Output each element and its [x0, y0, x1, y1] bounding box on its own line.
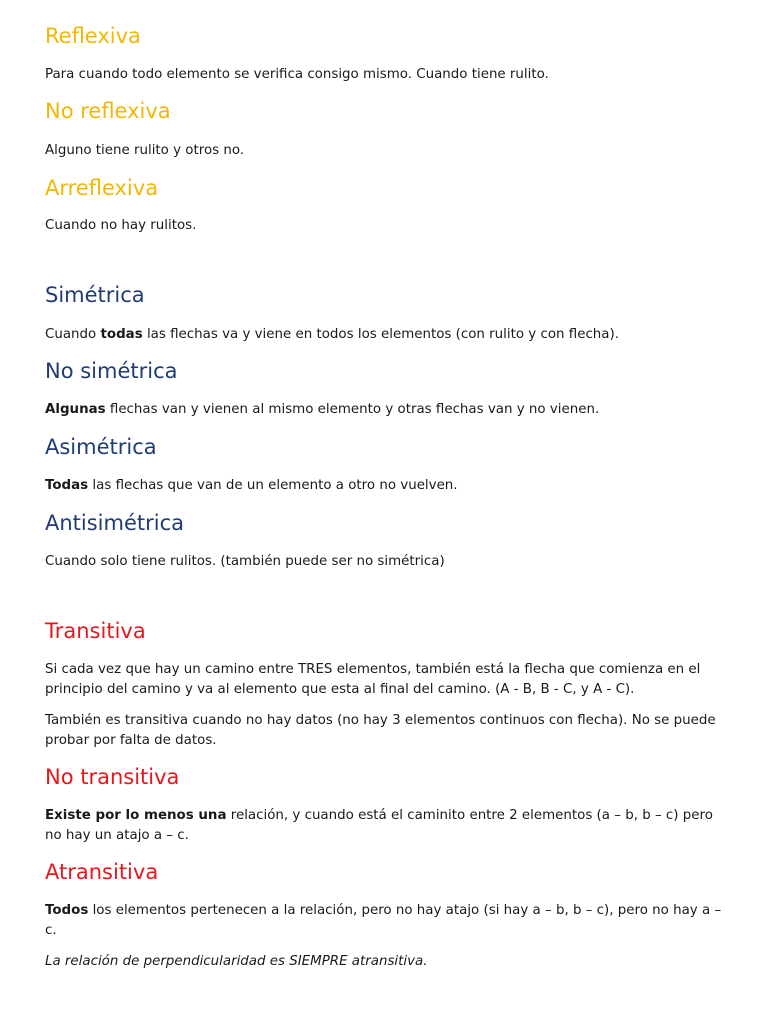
heading-reflexiva: Reflexiva — [45, 24, 141, 48]
text-transitiva-2: También es transitiva cuando no hay datos (no hay 3 elementos continuos con flecha). No se puede probar por falta de datos. — [45, 713, 716, 748]
text-no-reflexiva: Alguno tiene rulito y otros no. — [45, 143, 245, 158]
text-atransitiva-bold: Todos — [45, 903, 89, 918]
heading-arreflexiva: Arreflexiva — [45, 176, 159, 200]
text-no-simetrica — [45, 400, 730, 420]
text-antisimetrica: Cuando solo tiene rulitos. (también puede ser no simétrica) — [45, 554, 445, 569]
text-no-transitiva — [45, 806, 730, 846]
text-simetrica — [45, 325, 730, 345]
text-asimetrica-bold: Todas — [45, 478, 89, 493]
heading-no-transitiva: No transitiva — [45, 765, 180, 789]
text-atransitiva — [45, 901, 730, 941]
text-transitiva-1: Si cada vez que hay un camino entre TRES elementos, también está la flecha que comienza en el principio del camino y va al elemento que esta al final del camino. (A - B, B - C, y A - C). — [45, 662, 701, 697]
heading-transitiva: Transitiva — [45, 619, 146, 643]
text-atransitiva-post: los elementos pertenecen a la relación, pero no hay atajo (si hay a – b, b – c), pero no hay a – c. — [45, 903, 722, 938]
text-no-simetrica-post: flechas van y vienen al mismo elemento y otras flechas van y no vienen. — [105, 402, 600, 417]
heading-asimetrica: Asimétrica — [45, 435, 157, 459]
text-no-transitiva-post: relación, y cuando está el caminito entre 2 elementos (a – b, b – c) pero no hay un atajo a – c. — [45, 808, 713, 843]
text-simetrica-pre: Cuando — [45, 327, 101, 342]
text-no-transitiva-bold: Existe por lo menos una — [45, 808, 227, 823]
text-atransitiva-note: La relación de perpendicularidad es SIEMPRE atransitiva. — [45, 954, 428, 969]
heading-no-simetrica: No simétrica — [45, 359, 178, 383]
text-reflexiva: Para cuando todo elemento se verifica consigo mismo. Cuando tiene rulito. — [45, 67, 549, 82]
text-arreflexiva: Cuando no hay rulitos. — [45, 218, 197, 233]
text-simetrica-post: las flechas va y viene en todos los elementos (con rulito y con flecha). — [142, 327, 619, 342]
heading-simetrica: Simétrica — [45, 283, 145, 307]
text-asimetrica-post: las flechas que van de un elemento a otro no vuelven. — [88, 478, 458, 493]
text-no-simetrica-bold: Algunas — [45, 402, 106, 417]
heading-atransitiva: Atransitiva — [45, 860, 159, 884]
text-asimetrica — [45, 476, 730, 496]
heading-no-reflexiva: No reflexiva — [45, 99, 171, 123]
heading-antisimetrica: Antisimétrica — [45, 511, 185, 535]
text-simetrica-bold: todas — [100, 327, 143, 342]
